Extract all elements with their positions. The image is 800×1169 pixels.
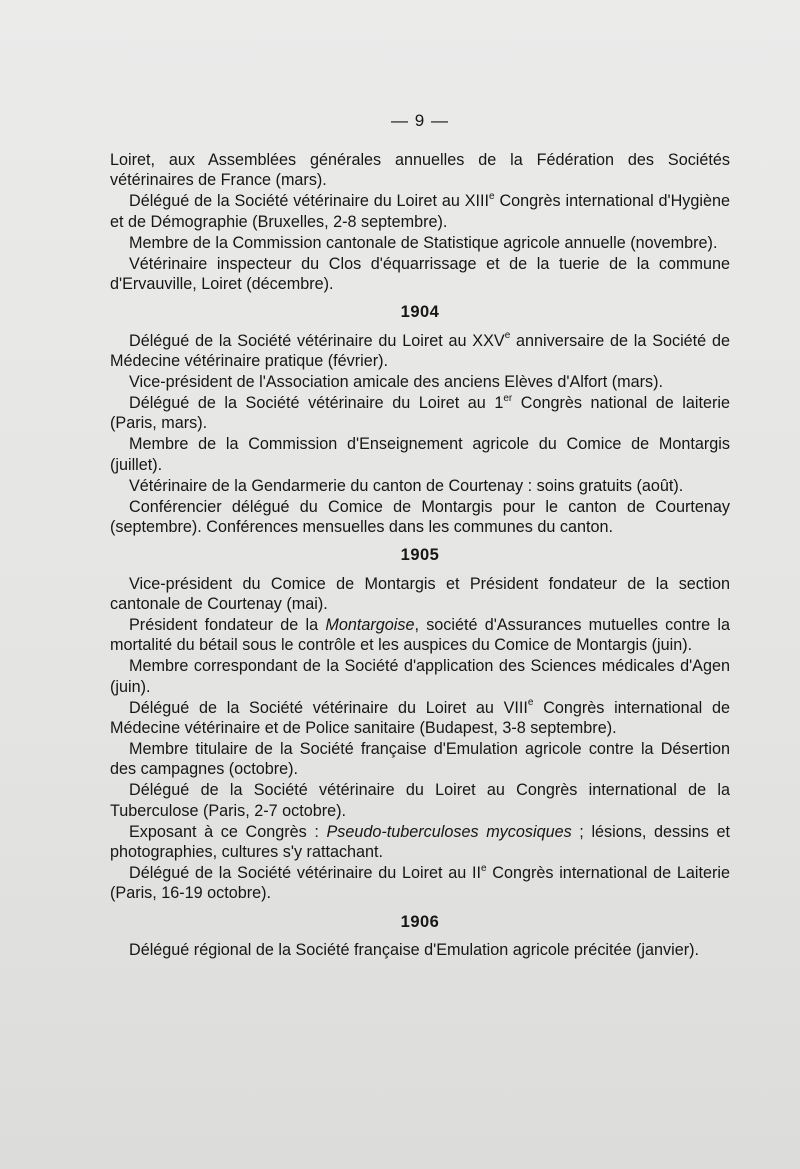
- entry-paragraph: [110, 254, 730, 295]
- entry-text-continued: ; lésions, dessins et photographies, cultures s'y rattachant.: [110, 822, 730, 861]
- entry-text: Vétérinaire de la Gendarmerie du canton de Courtenay : soins gratuits (août).: [129, 476, 684, 495]
- italic-title: Pseudo-tuberculoses mycosiques: [326, 822, 572, 841]
- ordinal-superscript: er: [503, 392, 513, 404]
- entry-paragraph: [110, 372, 730, 392]
- entry-text: Délégué de la Société vétérinaire du Loiret au Congrès international de la Tuberculose (Paris, 2-7 octobre).: [110, 781, 730, 820]
- entry-text: Vétérinaire inspecteur du Clos d'équarrissage et de la tuerie de la commune d'Ervauville, Loiret (décembre).: [110, 254, 730, 293]
- ordinal-superscript: e: [480, 862, 487, 874]
- entry-text: Délégué de la Société vétérinaire du Loiret au XXV: [129, 331, 505, 350]
- page-number: — 9 —: [391, 111, 449, 130]
- entry-paragraph: [110, 331, 730, 372]
- entry-paragraph: [110, 780, 730, 821]
- entry-paragraph: [110, 476, 730, 496]
- entry-paragraph: [110, 150, 730, 191]
- entry-paragraph: [110, 574, 730, 615]
- entry-text: Délégué de la Société vétérinaire du Loiret au 1: [129, 393, 504, 412]
- ordinal-superscript: e: [489, 190, 495, 202]
- document-body: [110, 150, 730, 961]
- entry-text-continued: , société d'Assurances mutuelles contre la mortalité du bétail sous le contrôle et les auspices du Comice de Montargis (juin).: [110, 616, 731, 655]
- entry-paragraph: [110, 497, 730, 538]
- entry-text: Président fondateur de la: [129, 616, 326, 635]
- entry-paragraph: [110, 698, 730, 739]
- year-heading: 1904: [400, 303, 440, 322]
- year-heading: 1905: [400, 546, 440, 565]
- entry-paragraph: [110, 656, 730, 697]
- entry-text-continued: Congrès international d'Hygiène et de Démographie (Bruxelles, 2-8 septembre).: [110, 192, 731, 231]
- entry-paragraph: [110, 863, 730, 904]
- entry-text: Membre titulaire de la Société française d'Emulation agricole contre la Désertion des campagnes (octobre).: [110, 739, 730, 779]
- entry-paragraph: [110, 393, 730, 434]
- ordinal-superscript: e: [504, 330, 511, 342]
- entry-paragraph: [110, 615, 730, 656]
- entry-text: Vice-président du Comice de Montargis et Président fondateur de la section cantonale de Courtenay (mai).: [110, 574, 730, 614]
- entry-paragraph: [110, 434, 730, 475]
- entry-text: Membre de la Commission d'Enseignement agricole du Comice de Montargis (juillet).: [110, 435, 730, 474]
- entry-paragraph: [110, 739, 730, 780]
- entry-text: Conférencier délégué du Comice de Montargis pour le canton de Courtenay (septembre). Conférences mensuelles dans les communes du canton.: [110, 497, 730, 536]
- entry-paragraph: [110, 233, 730, 253]
- entry-paragraph: [110, 940, 730, 960]
- entry-text: Vice-président de l'Association amicale des anciens Elèves d'Alfort (mars).: [129, 373, 664, 392]
- entry-text-continued: Congrès international de Laiterie (Paris, 16-19 octobre).: [110, 863, 731, 903]
- italic-title: Montargoise: [325, 616, 415, 635]
- entry-text-continued: anniversaire de la Société de Médecine vétérinaire pratique (février).: [110, 331, 730, 371]
- entry-text: Délégué de la Société vétérinaire du Loiret au VIII: [129, 698, 528, 717]
- entry-text: Loiret, aux Assemblées générales annuelles de la Fédération des Sociétés vétérinaires de France (mars).: [110, 151, 730, 190]
- entry-text: Délégué de la Société vétérinaire du Loiret au XIII: [129, 192, 490, 211]
- entry-text: Exposant à ce Congrès :: [129, 822, 327, 841]
- year-heading: 1906: [400, 912, 440, 931]
- entry-paragraph: [110, 191, 730, 232]
- entry-text: Membre correspondant de la Société d'application des Sciences médicales d'Agen (juin).: [110, 657, 730, 696]
- entry-text: Délégué régional de la Société française d'Emulation agricole précitée (janvier).: [129, 941, 699, 960]
- entry-paragraph: [110, 822, 730, 863]
- ordinal-superscript: e: [527, 697, 534, 709]
- entry-text: Délégué de la Société vétérinaire du Loiret au II: [129, 863, 481, 882]
- entry-text-continued: Congrès international de Médecine vétérinaire et de Police sanitaire (Budapest, 3-8 septembre).: [110, 698, 730, 738]
- entry-text-continued: Congrès national de laiterie (Paris, mars).: [110, 393, 730, 433]
- entry-text: Membre de la Commission cantonale de Statistique agricole annuelle (novembre).: [129, 233, 718, 252]
